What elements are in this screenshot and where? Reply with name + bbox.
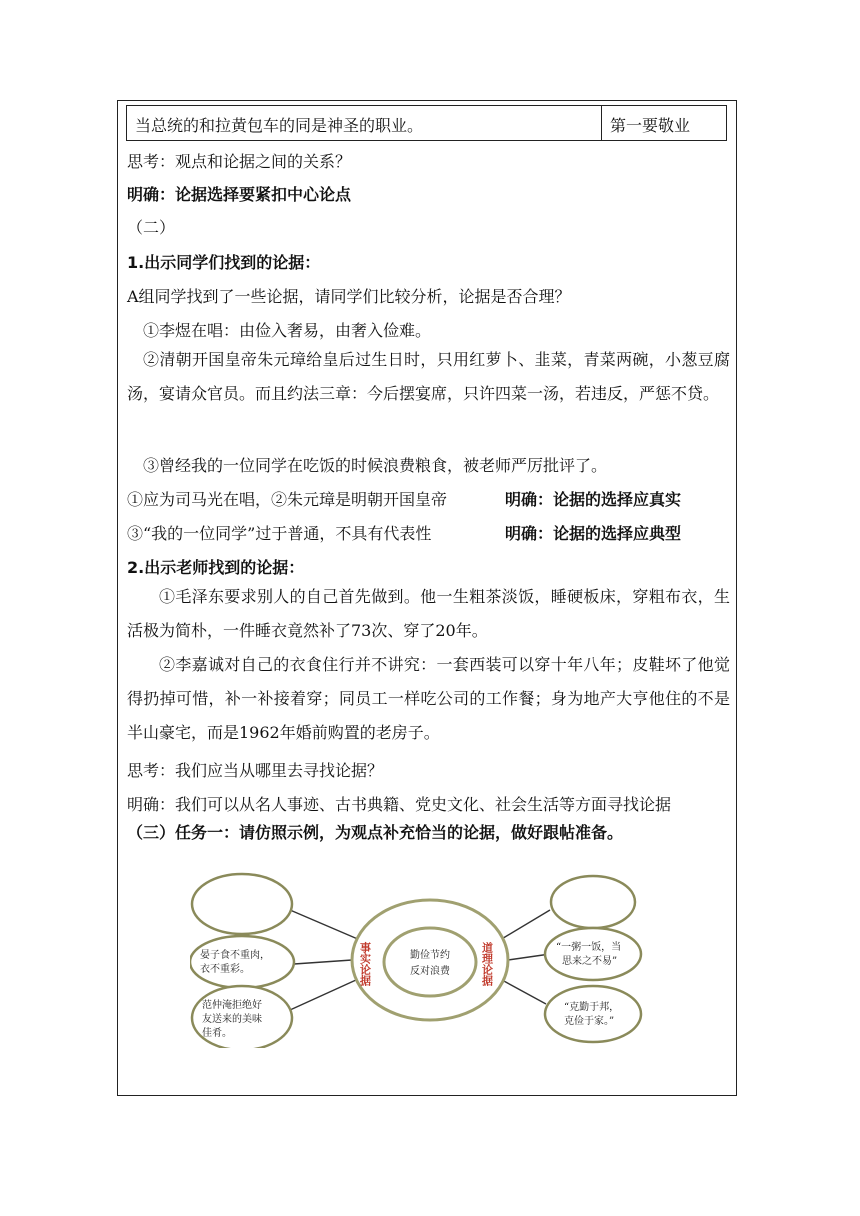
analysis-1: ①应为司马光在唱，②朱元璋是明朝开国皇帝 — [127, 490, 448, 509]
student-evidence-heading: 1.出示同学们找到的论据： — [127, 253, 321, 272]
connector-left-top — [290, 910, 360, 940]
clarify-sources: 明确：我们可以从名人事迹、古书典籍、党史文化、社会生活等方面寻找论据 — [127, 795, 672, 814]
clarify-typical: 明确：论据的选择应典型 — [505, 524, 682, 543]
connector-left-mid — [294, 960, 352, 964]
evidence-2: ②清朝开国皇帝朱元璋给皇后过生日时，只用红萝卜、韭菜，青菜两碗，小葱豆腐汤，宴请众官员。而且约法三章：今后摆宴席，只许四菜一汤，若违反，严惩不贷。 — [127, 350, 730, 403]
right-bottom-line-2: 克俭于家。” — [564, 1016, 615, 1027]
connector-left-bot — [290, 980, 356, 1010]
right-mid-line-1: “一粥一饭，当 — [556, 942, 622, 953]
section-two-heading: （二） — [127, 218, 176, 237]
right-bottom-line-1: “克勤于邦， — [564, 1002, 620, 1013]
teacher-evidence-1: ①毛泽东要求别人的自己首先做到。他一生粗茶淡饭，睡硬板床，穿粗布衣，生活极为简朴，一件睡衣竟然补了73次、穿了20年。 — [127, 587, 730, 640]
connector-right-top — [500, 910, 550, 940]
right-empty-bubble[interactable] — [551, 876, 635, 928]
reason-evidence-label: 道理论据 — [480, 942, 494, 986]
left-bottom-line-1: 范仲淹拒绝好 — [202, 1000, 262, 1011]
left-bottom-line-2: 友送来的美味 — [202, 1014, 262, 1025]
left-mid-line-2: 衣不重彩。 — [200, 964, 250, 975]
clarify-1: 明确：论据选择要紧扣中心论点 — [127, 185, 352, 204]
center-line-1: 勤俭节约 — [410, 950, 450, 961]
analysis-2: ③“我的一位同学”过于普通，不具有代表性 — [127, 524, 432, 543]
teacher-evidence-heading: 2.出示老师找到的论据： — [127, 558, 305, 577]
mind-map — [190, 868, 660, 1048]
evidence-1: ①李煜在唱：由俭入奢易，由奢入俭难。 — [143, 321, 432, 340]
example-viewpoint: 第一要敬业 — [610, 116, 691, 135]
task-one: （三）任务一：请仿照示例，为观点补充恰当的论据，做好跟帖准备。 — [127, 823, 624, 842]
fact-evidence-label: 事实论据 — [358, 942, 372, 986]
left-mid-bubble — [190, 936, 294, 988]
left-mid-line-1: 晏子食不重肉， — [200, 950, 270, 961]
left-bottom-line-3: 佳肴。 — [202, 1028, 232, 1039]
think-question-1: 思考：观点和论据之间的关系？ — [127, 152, 352, 171]
group-a-prompt: A组同学找到了一些论据，请同学们比较分析，论据是否合理？ — [127, 287, 571, 306]
teacher-evidence-2: ②李嘉诚对自己的衣食住行并不讲究：一套西装可以穿十年八年；皮鞋坏了他觉得扔掉可惜，补一补接着穿；同员工一样吃公司的工作餐；身为地产大亨他住的不是半山豪宅，而是1962年婚前购置的老房子。 — [127, 655, 730, 742]
clarify-real: 明确：论据的选择应真实 — [505, 490, 682, 509]
connector-right-mid — [508, 954, 550, 960]
left-empty-bubble[interactable] — [192, 874, 292, 934]
example-argument: 当总统的和拉黄包车的同是神圣的职业。 — [127, 106, 602, 140]
evidence-3: ③曾经我的一位同学在吃饭的时候浪费粮食，被老师严厉批评了。 — [143, 456, 608, 475]
think-question-2: 思考：我们应当从哪里去寻找论据？ — [127, 761, 384, 780]
right-mid-line-2: 思来之不易” — [562, 956, 618, 967]
center-line-2: 反对浪费 — [410, 966, 450, 977]
connector-right-bot — [502, 980, 546, 1004]
right-bottom-bubble — [545, 986, 641, 1042]
right-mid-bubble — [545, 928, 641, 980]
center-inner-circle — [384, 928, 476, 996]
example-table — [126, 105, 727, 141]
